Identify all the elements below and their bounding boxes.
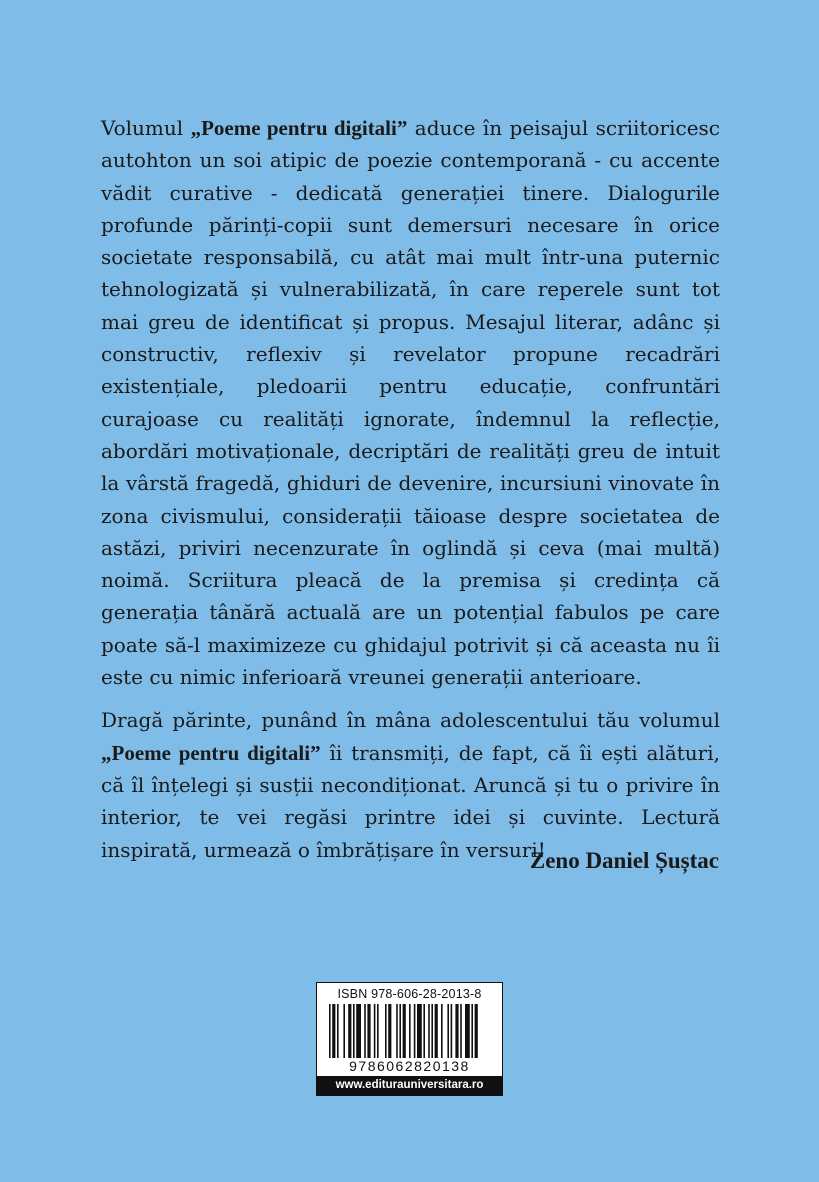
barcode-bar (388, 1004, 391, 1058)
paragraph-1-body: aduce în peisajul scriitoricesc autohton un soi atipic de poezie contemporană - cu accente vădit curative - dedicată generației tinere. Dialogurile profunde părinți-copii sunt demersuri necesare în orice societate responsabilă, cu atât mai mult într-una puternic tehnologizată și vulnerabilizată, în care reperele sunt tot mai greu de identificat și propus. Mesajul literar, adânc și constructiv, reflexiv și revelator propune recadrări existențiale, pledoarii pentru educație, confruntări curajoase cu realități ignorate, îndemnul la reflecție, abordări motivaționale, decriptări de realități greu de intuit la vârstă fragedă, ghiduri de devenire, incursiuni vinovate în zona civismului, considerații tăioase despre societatea de astăzi, priviri necenzurate în oglindă și ceva (mai multă) noimă. Scriitura pleacă de la premisa și credința că generația tânără actuală are un potențial fabulos pe care poate să-l maximizeze cu ghidajul potrivit și că aceasta nu îi este cu nimic inferioară vreunei generații anterioare. (101, 116, 720, 690)
barcode-bar (367, 1004, 370, 1058)
barcode-bar (423, 1004, 425, 1058)
barcode-bar (451, 1004, 453, 1058)
description-paragraph-1 (101, 112, 720, 693)
paragraph-2-body: îi transmiți, de fapt, că îi ești alături, că îl înțelegi și susții necondiționat. Aruncă și tu o privire în interior, te vei regăsi printre idei și cuvinte. Lectură inspirată, urmează o îmbrățișare în versuri! (101, 740, 720, 862)
barcode-icon (327, 1004, 493, 1062)
paragraph-1-lead: Volumul (101, 116, 191, 140)
isbn-barcode-box (316, 982, 503, 1096)
barcode-bar (329, 1004, 331, 1062)
barcode-bar (417, 1004, 422, 1058)
isbn-label: ISBN 978-606-28-2013-8 (337, 987, 482, 1001)
barcode-bar (396, 1004, 398, 1058)
barcode-bar (348, 1004, 351, 1058)
barcode-bar (455, 1004, 458, 1058)
description-paragraph-2 (101, 704, 720, 865)
barcode-bar (409, 1004, 411, 1062)
barcode-bar (337, 1004, 339, 1058)
barcode-bar (403, 1004, 406, 1062)
back-cover-text (101, 112, 720, 866)
barcode-bar (431, 1004, 433, 1058)
barcode-bar (399, 1004, 401, 1058)
barcode-bar (435, 1004, 438, 1058)
barcode-bar (465, 1004, 470, 1058)
barcode-digits: 9786062820138 (317, 1058, 502, 1074)
barcode-bar (364, 1004, 366, 1058)
barcode-bar (332, 1004, 335, 1062)
paragraph-2-lead: Dragă părinte, punând în mâna adolescentului tău volumul (101, 708, 720, 733)
barcode-bar (447, 1004, 449, 1058)
publisher-url: www.editurauniversitara.ro (317, 1076, 502, 1095)
barcode-bar (374, 1004, 376, 1058)
barcode-bar (353, 1004, 355, 1058)
author-signature: Zeno Daniel Șuștac (529, 848, 719, 873)
barcode-bar (356, 1004, 361, 1058)
barcode-bar (471, 1004, 473, 1058)
barcode-bar (475, 1004, 478, 1062)
barcode-bar (414, 1004, 416, 1058)
barcode-bar (377, 1004, 379, 1058)
barcode-bar (460, 1004, 462, 1058)
barcode-bar (343, 1004, 345, 1058)
barcode-bar (385, 1004, 387, 1058)
book-title-1: „Poeme pentru digitali” (190, 116, 408, 140)
barcode-bar (441, 1004, 443, 1058)
book-title-2: „Poeme pentru digitali” (101, 740, 321, 765)
barcode-bar (428, 1004, 430, 1058)
